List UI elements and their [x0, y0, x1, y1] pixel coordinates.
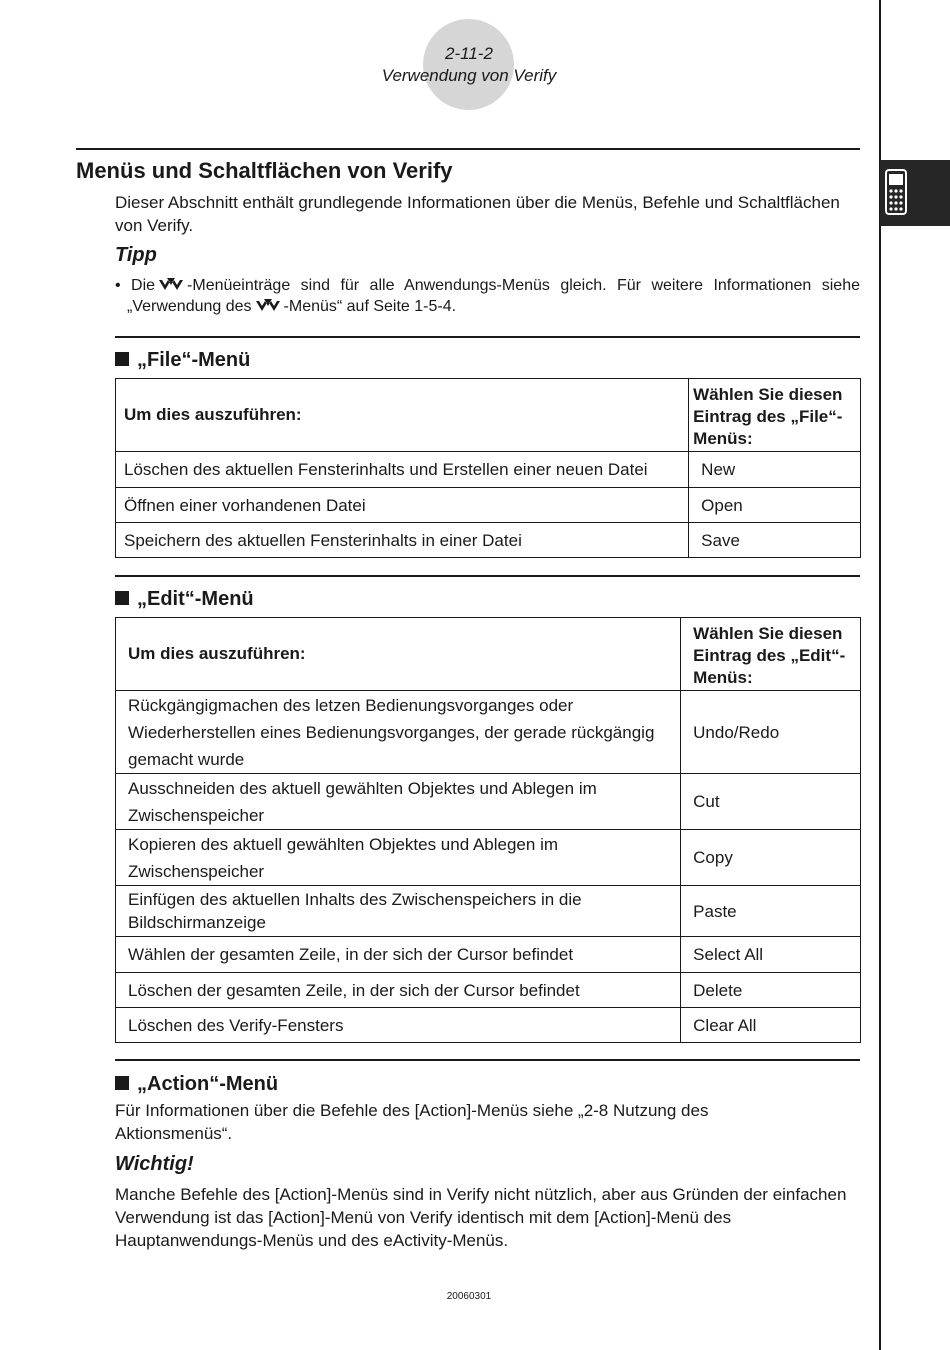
row-action: Wählen der gesamten Zeile, in der sich der Cursor befindet: [116, 937, 681, 973]
calculator-icon: [885, 169, 907, 215]
row-entry: Clear All: [681, 1008, 861, 1043]
table-row: [116, 830, 861, 886]
table-header-row: [116, 618, 861, 691]
menu-icon: [255, 298, 281, 314]
action-menu-heading-text: „Action“-Menü: [137, 1073, 279, 1095]
edit-menu-heading-text: „Edit“-Menü: [137, 588, 254, 610]
file-menu-heading: [115, 349, 250, 372]
row-action: Speichern des aktuellen Fensterinhalts in einer Datei: [116, 523, 689, 558]
row-action: Öffnen einer vorhandenen Datei: [116, 488, 689, 523]
tip-line-1-end: -Menüeinträge sind für alle Anwendungs-Menüs gleich. Für weitere Informationen siehe: [187, 277, 860, 294]
important-heading: Wichtig!: [115, 1153, 194, 1175]
section-rule: [76, 148, 860, 150]
row-entry: New: [689, 452, 861, 488]
table-row: [116, 973, 861, 1008]
row-action: Löschen der gesamten Zeile, in der sich der Cursor befindet: [116, 973, 681, 1008]
square-bullet-icon: [115, 591, 129, 605]
row-entry: Open: [689, 488, 861, 523]
table-row: [116, 1008, 861, 1043]
page-number-circle: [423, 19, 514, 110]
edit-section-rule: [115, 575, 860, 577]
row-action: Löschen des aktuellen Fensterinhalts und Erstellen einer neuen Datei: [116, 452, 689, 488]
chapter-tab: [880, 160, 950, 226]
row-action: Kopieren des aktuell gewählten Objektes und Ablegen im Zwischenspeicher: [116, 830, 681, 886]
row-action: Rückgängigmachen des letzen Bedienungsvorganges oder Wiederherstellen eines Bedienungsvorganges, der gerade rückgängig gemacht wurde: [116, 691, 681, 774]
column-header-entry: Wählen Sie diesen Eintrag des „File“-Menüs:: [689, 379, 861, 452]
action-section-rule: [115, 1059, 860, 1061]
table-row: [116, 886, 861, 937]
tip-line-1-start: • Die: [115, 277, 156, 294]
file-menu-heading-text: „File“-Menü: [137, 349, 251, 371]
table-row: [116, 937, 861, 973]
tip-line-2-start: „Verwendung des: [127, 298, 252, 315]
table-row: [116, 691, 861, 774]
action-menu-text: Für Informationen über die Befehle des [Action]-Menüs siehe „2-8 Nutzung des Aktionsmenüs“.: [115, 1101, 709, 1143]
table-header-row: [116, 379, 861, 452]
column-header-action: Um dies auszuführen:: [116, 618, 681, 691]
column-header-entry: Wählen Sie diesen Eintrag des „Edit“-Menüs:: [681, 618, 861, 691]
table-row: [116, 452, 861, 488]
row-action: Löschen des Verify-Fensters: [116, 1008, 681, 1043]
row-action: Einfügen des aktuellen Inhalts des Zwischenspeichers in die Bildschirmanzeige: [116, 886, 681, 937]
table-row: [116, 523, 861, 558]
row-entry: Delete: [681, 973, 861, 1008]
row-entry: Copy: [681, 830, 861, 886]
tip-line-2-end: -Menüs“ auf Seite 1-5-4.: [283, 298, 457, 315]
file-section-rule: [115, 336, 860, 338]
important-text: Manche Befehle des [Action]-Menüs sind in Verify nicht nützlich, aber aus Gründen der einfachen Verwendung ist das [Action]-Menü von Verify identisch mit dem [Action]-Menü des Hauptanwendungs-Menüs und des eActivity-Menüs.: [115, 1185, 847, 1250]
tip-line-1: [115, 275, 860, 296]
row-action: Ausschneiden des aktuell gewählten Objektes und Ablegen im Zwischenspeicher: [116, 774, 681, 830]
edit-menu-heading: [115, 588, 254, 611]
square-bullet-icon: [115, 352, 129, 366]
row-entry: Select All: [681, 937, 861, 973]
row-entry: Paste: [681, 886, 861, 937]
row-entry: Undo/Redo: [681, 691, 861, 774]
table-row: [116, 774, 861, 830]
section-intro: Dieser Abschnitt enthält grundlegende Informationen über die Menüs, Befehle und Schaltflächen von Verify.: [115, 193, 840, 235]
table-row: [116, 488, 861, 523]
action-menu-heading: [115, 1073, 278, 1096]
square-bullet-icon: [115, 1076, 129, 1090]
row-entry: Save: [689, 523, 861, 558]
row-entry: Cut: [681, 774, 861, 830]
page-number: 2-11-2: [445, 44, 493, 63]
section-title: Menüs und Schaltflächen von Verify: [76, 158, 453, 183]
tip-line-2: [115, 296, 860, 317]
column-header-action: Um dies auszuführen:: [116, 379, 689, 452]
file-menu-table: [115, 378, 861, 558]
tip-heading: Tipp: [115, 244, 157, 266]
page-subtitle: Verwendung von Verify: [381, 66, 557, 85]
menu-icon: [158, 277, 184, 293]
edit-menu-table: [115, 617, 861, 1043]
footer-code: 20060301: [446, 1291, 492, 1302]
